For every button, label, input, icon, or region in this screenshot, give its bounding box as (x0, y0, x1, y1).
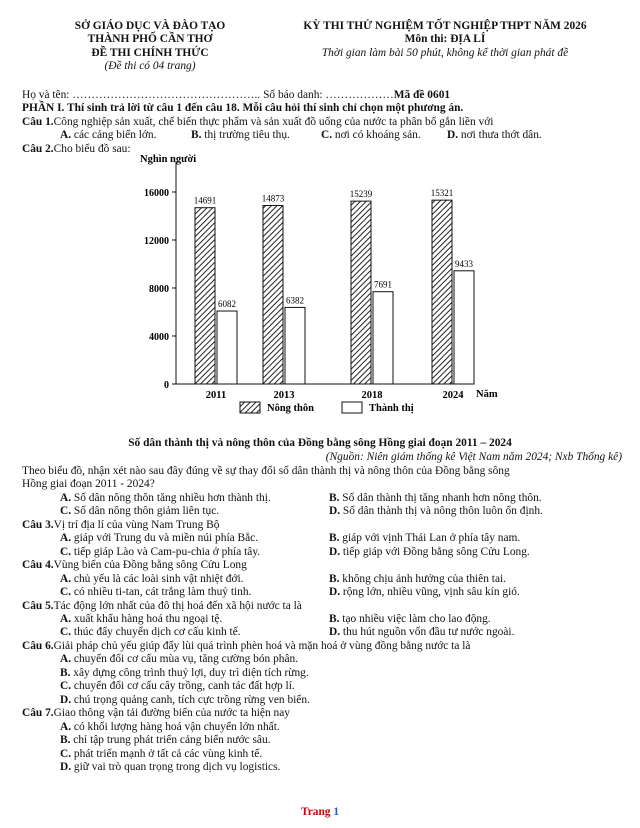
q2-stem-line1: Theo biểu đồ, nhận xét nào sau đây đúng về sự thay đổi số dân thành thị và nông thôn của Đồng bằng sông (22, 465, 510, 477)
candidate-line (22, 89, 622, 102)
data-label: 7691 (374, 279, 392, 290)
q3-options-row1 (22, 532, 622, 545)
question-label: Câu 1. (22, 115, 54, 128)
data-label: 14873 (261, 193, 285, 204)
q2-options-row2 (22, 505, 622, 518)
chart-caption: Số dân thành thị và nông thôn của Đồng bằng sông Hồng giai đoạn 2011 – 2024 (128, 437, 512, 449)
option-a: A. chuyển đổi cơ cấu mùa vụ, tăng cường bón phân. (60, 653, 299, 666)
option-c: C. tiếp giáp Lào và Cam-pu-chia ở phía tây. (60, 545, 261, 558)
question-3: Câu 3. Vị trí địa lí của vùng Nam Trung Bộ (22, 518, 220, 531)
option-a: A. Số dân nông thôn tăng nhiều hơn thành thị. (60, 491, 271, 504)
legend-label-urban: Thành thị (369, 403, 414, 414)
option-d: D. nơi thưa thớt dân. (447, 129, 542, 142)
population-chart (130, 154, 510, 434)
questions-continued (22, 465, 622, 774)
candidate-fields: Họ và tên: ………………………………………….. Số báo danh: ……………… (22, 89, 394, 101)
city-name: THÀNH PHỐ CẦN THƠ (87, 33, 213, 46)
option-c: C. có nhiều ti-tan, cát trắng làm thuỷ tinh. (60, 586, 252, 599)
option-b: B. giáp với vịnh Thái Lan ở phía tây nam. (329, 532, 521, 545)
legend-label-rural: Nông thôn (267, 403, 314, 414)
bar-urban (285, 307, 305, 384)
bar-rural (263, 206, 283, 384)
q4-options-row2 (22, 586, 622, 599)
bar-rural (432, 200, 452, 384)
option-a: A. xuất khẩu hàng hoá thu ngoại tệ. (60, 612, 223, 625)
department-name: SỞ GIÁO DỤC VÀ ĐÀO TẠO (74, 20, 226, 32)
x-tick-label: 2011 (205, 390, 227, 401)
data-label: 6082 (218, 299, 236, 310)
bar-urban (217, 311, 237, 384)
page-count-note: (Đề thi có 04 trang) (104, 60, 196, 73)
q2-stem-line2: Hồng giai đoạn 2011 - 2024? (22, 478, 155, 491)
option-b: B. không chịu ảnh hưởng của thiên tai. (329, 572, 507, 585)
subject: Môn thi: ĐỊA LÍ (404, 33, 486, 46)
option-c: C. phát triển mạnh ở tất cả các vùng kinh tế. (60, 747, 263, 760)
data-label: 9433 (455, 258, 473, 269)
option-a: A. có khối lượng hàng hoá vận chuyển lớn nhất. (60, 720, 280, 733)
data-label: 15321 (430, 188, 454, 199)
option-a: A. chủ yếu là các loài sinh vật nhiệt đới. (60, 572, 244, 585)
q1-options (22, 129, 622, 142)
page-number: 1 (333, 806, 340, 818)
option-d: D. giữ vai trò quan trọng trong dịch vụ logistics. (60, 760, 281, 773)
y-tick-label: 12000 (144, 236, 169, 247)
option-c: C. chuyển đổi cơ cấu cây trồng, canh tác đất hợp lí. (60, 680, 295, 693)
page-label: Trang (300, 806, 334, 818)
q3-options-row2 (22, 546, 622, 559)
question-4: Câu 4. Vùng biển của Đồng bằng sông Cửu Long (22, 559, 247, 572)
question-text: Cho biểu đồ sau: (53, 142, 131, 155)
y-tick-label: 0 (164, 380, 169, 391)
option-d: D. chú trọng quảng canh, tích cực trồng rừng ven biển. (60, 693, 310, 706)
y-tick-label: 8000 (149, 284, 169, 295)
option-b: B. xây dựng công trình thuỷ lợi, duy trì diện tích rừng. (60, 666, 309, 679)
option-d: D. thu hút nguồn vốn đầu tư nước ngoài. (329, 626, 515, 639)
option-b: B. thị trường tiêu thụ. (191, 129, 290, 142)
top-content (22, 89, 622, 156)
header-left (40, 20, 260, 74)
question-1 (22, 116, 622, 129)
exam-title: KỲ THI THỬ NGHIỆM TỐT NGHIỆP THPT NĂM 2026 (303, 20, 587, 32)
q2-options-row1 (22, 492, 622, 505)
option-b: B. chỉ tập trung phát triển cảng biển nước sâu. (60, 734, 271, 747)
option-c: C. nơi có khoáng sản. (321, 129, 421, 142)
y-axis-label: Nghìn người (140, 154, 197, 165)
header-right (255, 20, 635, 60)
bar-rural (351, 201, 371, 384)
page-footer (0, 806, 640, 819)
question-label: Câu 2. (22, 142, 54, 155)
option-b: B. tạo nhiều việc làm cho lao động. (329, 612, 491, 625)
question-5: Câu 5. Tác động lớn nhất của đô thị hoá đến xã hội nước ta là (22, 599, 302, 612)
bar-urban (373, 292, 393, 384)
data-label: 14691 (193, 195, 217, 206)
exam-code: Mã đề 0601 (393, 89, 451, 101)
x-tick-label: 2018 (361, 390, 383, 401)
legend-swatch-urban (342, 402, 362, 413)
option-d: D. tiếp giáp với Đồng bằng sông Cửu Long. (329, 545, 530, 558)
data-label: 6382 (286, 295, 304, 306)
q4-options-row1 (22, 573, 622, 586)
bar-urban (454, 271, 474, 384)
q5-options-row1 (22, 613, 622, 626)
option-b: B. Số dân thành thị tăng nhanh hơn nông thôn. (329, 491, 542, 504)
option-c: C. Số dân nông thôn giảm liên tục. (60, 505, 220, 518)
question-7: Câu 7. Giao thông vận tải đường biển của nước ta hiện nay (22, 707, 290, 720)
option-d: D. Số dân thành thị và nông thôn luôn ổn định. (329, 505, 543, 518)
x-tick-label: 2024 (442, 390, 464, 401)
official-exam-label: ĐỀ THI CHÍNH THỨC (91, 46, 209, 59)
x-tick-label: 2013 (273, 390, 295, 401)
data-label: 15239 (349, 189, 373, 200)
time-limit: Thời gian làm bài 50 phút, không kể thời gian phát đề (321, 46, 569, 59)
exam-header (0, 20, 640, 90)
option-c: C. thúc đẩy chuyển dịch cơ cấu kinh tế. (60, 626, 241, 639)
chart-source: (Nguồn: Niên giám thống kê Việt Nam năm 2024; Nxb Thống kê) (325, 451, 622, 463)
x-axis-label: Năm (476, 389, 498, 400)
question-6: Câu 6. Giải pháp chủ yếu giúp đẩy lùi quá trình phèn hoá và mặn hoá ở vùng đồng bằng nước ta là (22, 639, 471, 652)
chart-svg (130, 154, 510, 434)
q5-options-row2 (22, 626, 622, 639)
question-text: Công nghiệp sản xuất, chế biến thực phẩm và sản xuất đồ uống của nước ta phân bố gắn liền với (53, 115, 494, 128)
bar-rural (195, 208, 215, 384)
y-tick-label: 16000 (144, 188, 169, 199)
legend-swatch-rural (240, 402, 260, 413)
option-d: D. rộng lớn, nhiều vũng, vịnh sâu kín gió. (329, 586, 520, 599)
y-tick-label: 4000 (149, 332, 169, 343)
option-a: A. giáp với Trung du và miền núi phía Bắc. (60, 532, 259, 545)
option-a: A. các cảng biển lớn. (60, 129, 157, 142)
part1-instruction: PHẦN I. Thí sinh trả lời từ câu 1 đến câu 18. Mỗi câu hỏi thí sinh chỉ chọn một phương án. (22, 102, 464, 115)
